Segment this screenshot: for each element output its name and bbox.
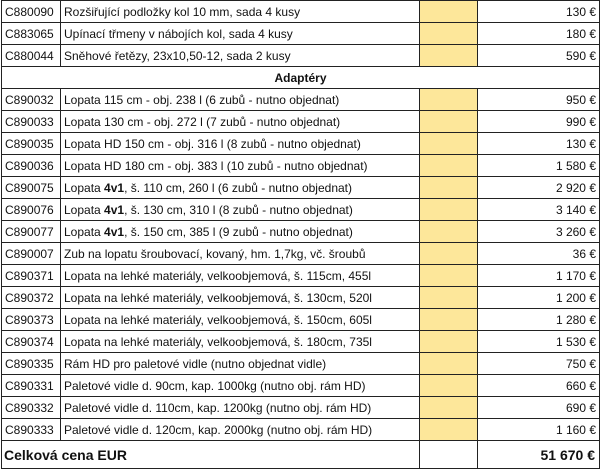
description-text: Lopata HD 180 cm - obj. 383 l (10 zubů - nutno objednat): [64, 158, 368, 173]
table-row: [2, 309, 600, 331]
product-code: C890076: [2, 199, 61, 221]
product-description: [61, 111, 420, 133]
table-row: [2, 45, 600, 67]
quantity-input[interactable]: [423, 353, 474, 374]
product-code: C890035: [2, 133, 61, 155]
total-qty-spacer: [420, 441, 478, 469]
table-row: [2, 111, 600, 133]
quantity-input[interactable]: [423, 23, 474, 44]
table-row: [2, 287, 600, 309]
total-section: [2, 441, 600, 469]
product-code: C890371: [2, 265, 61, 287]
product-price: 3 140 €: [478, 199, 600, 221]
quantity-input[interactable]: [423, 287, 474, 308]
product-description: [61, 177, 420, 199]
product-description: [61, 419, 420, 441]
product-code: C890332: [2, 397, 61, 419]
quantity-input[interactable]: [423, 45, 474, 66]
quantity-cell[interactable]: [420, 331, 478, 353]
table-row: [2, 265, 600, 287]
description-bold: 4v1: [104, 202, 125, 217]
description-text: Lopata: [64, 202, 105, 217]
table-row: [2, 221, 600, 243]
product-description: [61, 309, 420, 331]
product-price: 2 920 €: [478, 177, 600, 199]
product-code: C880044: [2, 45, 61, 67]
description-text: Paletové vidle d. 90cm, kap. 1000kg (nutno obj. rám HD): [64, 378, 366, 393]
product-code: C890335: [2, 353, 61, 375]
quantity-cell[interactable]: [420, 243, 478, 265]
table-row: [2, 1, 600, 23]
product-price: 130 €: [478, 1, 600, 23]
product-price: 1 530 €: [478, 331, 600, 353]
description-text: Lopata na lehké materiály, velkoobjemová, š. 150cm, 605l: [64, 312, 372, 327]
total-value: 51 670 €: [478, 441, 600, 469]
description-text: Paletové vidle d. 120cm, kap. 2000kg (nutno obj. rám HD): [64, 422, 373, 437]
quantity-input[interactable]: [423, 111, 474, 132]
table-row: [2, 419, 600, 441]
product-code: C890032: [2, 89, 61, 111]
product-description: Rozšiřující podložky kol 10 mm, sada 4 kusy: [61, 1, 420, 23]
description-text: Paletové vidle d. 110cm, kap. 1200kg (nutno obj. rám HD): [64, 400, 372, 415]
product-description: [61, 287, 420, 309]
description-text: Lopata na lehké materiály, velkoobjemová, š. 115cm, 455l: [64, 268, 372, 283]
product-price: 660 €: [478, 375, 600, 397]
product-description: [61, 89, 420, 111]
quantity-input[interactable]: [423, 331, 474, 352]
quantity-cell[interactable]: [420, 45, 478, 67]
quantity-input[interactable]: [423, 243, 474, 264]
quantity-cell[interactable]: [420, 155, 478, 177]
quantity-input[interactable]: [423, 265, 474, 286]
quantity-input[interactable]: [423, 375, 474, 396]
product-price: 950 €: [478, 89, 600, 111]
quantity-cell[interactable]: [420, 89, 478, 111]
product-price: 990 €: [478, 111, 600, 133]
product-code: C890036: [2, 155, 61, 177]
quantity-cell[interactable]: [420, 309, 478, 331]
product-code: C890075: [2, 177, 61, 199]
quantity-cell[interactable]: [420, 287, 478, 309]
table-row: [2, 23, 600, 45]
product-code: C890372: [2, 287, 61, 309]
table-row: [2, 397, 600, 419]
price-list-table: [1, 0, 600, 469]
table-row: [2, 353, 600, 375]
product-price: 180 €: [478, 23, 600, 45]
table-row: [2, 199, 600, 221]
table-row: [2, 89, 600, 111]
quantity-cell[interactable]: [420, 353, 478, 375]
product-price: 590 €: [478, 45, 600, 67]
quantity-cell[interactable]: [420, 111, 478, 133]
top-rows: [2, 1, 600, 67]
quantity-input[interactable]: [423, 419, 474, 440]
product-price: 3 260 €: [478, 221, 600, 243]
product-code: C880090: [2, 1, 61, 23]
product-code: C883065: [2, 23, 61, 45]
quantity-cell[interactable]: [420, 265, 478, 287]
product-description: [61, 397, 420, 419]
product-description: [61, 155, 420, 177]
quantity-cell[interactable]: [420, 397, 478, 419]
product-code: C890033: [2, 111, 61, 133]
product-price: 1 580 €: [478, 155, 600, 177]
quantity-input[interactable]: [423, 133, 474, 154]
adapter-rows: [2, 89, 600, 441]
section-header-row: [2, 67, 600, 89]
quantity-input[interactable]: [423, 199, 474, 220]
description-rest: , š. 130 cm, 310 l (8 zubů - nutno objednat): [124, 202, 353, 217]
quantity-cell[interactable]: [420, 221, 478, 243]
product-price: 750 €: [478, 353, 600, 375]
product-description: Sněhové řetězy, 23x10,50-12, sada 2 kusy: [61, 45, 420, 67]
quantity-cell[interactable]: [420, 133, 478, 155]
description-bold: 4v1: [104, 224, 125, 239]
quantity-input[interactable]: [423, 221, 474, 242]
description-rest: , š. 150 cm, 385 l (9 zubů - nutno objednat): [124, 224, 353, 239]
quantity-cell[interactable]: [420, 419, 478, 441]
product-price: 1 160 €: [478, 419, 600, 441]
section-adapters: [2, 67, 600, 89]
product-description: [61, 243, 420, 265]
table-row: [2, 331, 600, 353]
product-code: C890374: [2, 331, 61, 353]
quantity-input[interactable]: [423, 309, 474, 330]
description-text: Lopata 115 cm - obj. 238 l (6 zubů - nutno objednat): [64, 92, 340, 107]
total-row: [2, 441, 600, 469]
product-description: [61, 133, 420, 155]
product-code: C890331: [2, 375, 61, 397]
table-row: [2, 133, 600, 155]
quantity-cell[interactable]: [420, 199, 478, 221]
product-price: 36 €: [478, 243, 600, 265]
description-text: Lopata: [64, 180, 105, 195]
description-text: Lopata: [64, 224, 105, 239]
quantity-input[interactable]: [423, 1, 474, 22]
product-code: C890333: [2, 419, 61, 441]
table-row: [2, 177, 600, 199]
product-description: [61, 375, 420, 397]
total-label: Celková cena EUR: [2, 441, 420, 469]
description-text: Lopata HD 150 cm - obj. 316 l (8 zubů - nutno objednat): [64, 136, 361, 151]
product-description: Upínací třmeny v nábojích kol, sada 4 kusy: [61, 23, 420, 45]
table-row: [2, 243, 600, 265]
table-row: [2, 375, 600, 397]
quantity-cell[interactable]: [420, 177, 478, 199]
description-rest: , š. 110 cm, 260 l (6 zubů - nutno objednat): [124, 180, 352, 195]
quantity-input[interactable]: [423, 155, 474, 176]
product-code: C890077: [2, 221, 61, 243]
product-code: C890373: [2, 309, 61, 331]
quantity-cell[interactable]: [420, 1, 478, 23]
quantity-cell[interactable]: [420, 375, 478, 397]
product-description: [61, 221, 420, 243]
description-text: Rám HD pro paletové vidle (nutno objednat vidle): [64, 356, 327, 371]
quantity-cell[interactable]: [420, 23, 478, 45]
description-text: Lopata na lehké materiály, velkoobjemová, š. 180cm, 735l: [64, 334, 372, 349]
product-price: 1 280 €: [478, 309, 600, 331]
product-description: [61, 265, 420, 287]
quantity-input[interactable]: [423, 89, 474, 110]
table-row: [2, 155, 600, 177]
product-description: [61, 353, 420, 375]
section-title: Adaptéry: [2, 67, 600, 89]
quantity-input[interactable]: [423, 397, 474, 418]
product-code: C890007: [2, 243, 61, 265]
quantity-input[interactable]: [423, 177, 474, 198]
description-text: Lopata 130 cm - obj. 272 l (7 zubů - nutno objednat): [64, 114, 341, 129]
product-price: 690 €: [478, 397, 600, 419]
product-price: 130 €: [478, 133, 600, 155]
product-description: [61, 331, 420, 353]
product-price: 1 200 €: [478, 287, 600, 309]
product-price: 1 170 €: [478, 265, 600, 287]
description-text: Lopata na lehké materiály, velkoobjemová, š. 130cm, 520l: [64, 290, 372, 305]
description-bold: 4v1: [104, 180, 125, 195]
description-text: Zub na lopatu šroubovací, kovaný, hm. 1,7kg, vč. šroubů: [64, 246, 366, 261]
product-description: [61, 199, 420, 221]
